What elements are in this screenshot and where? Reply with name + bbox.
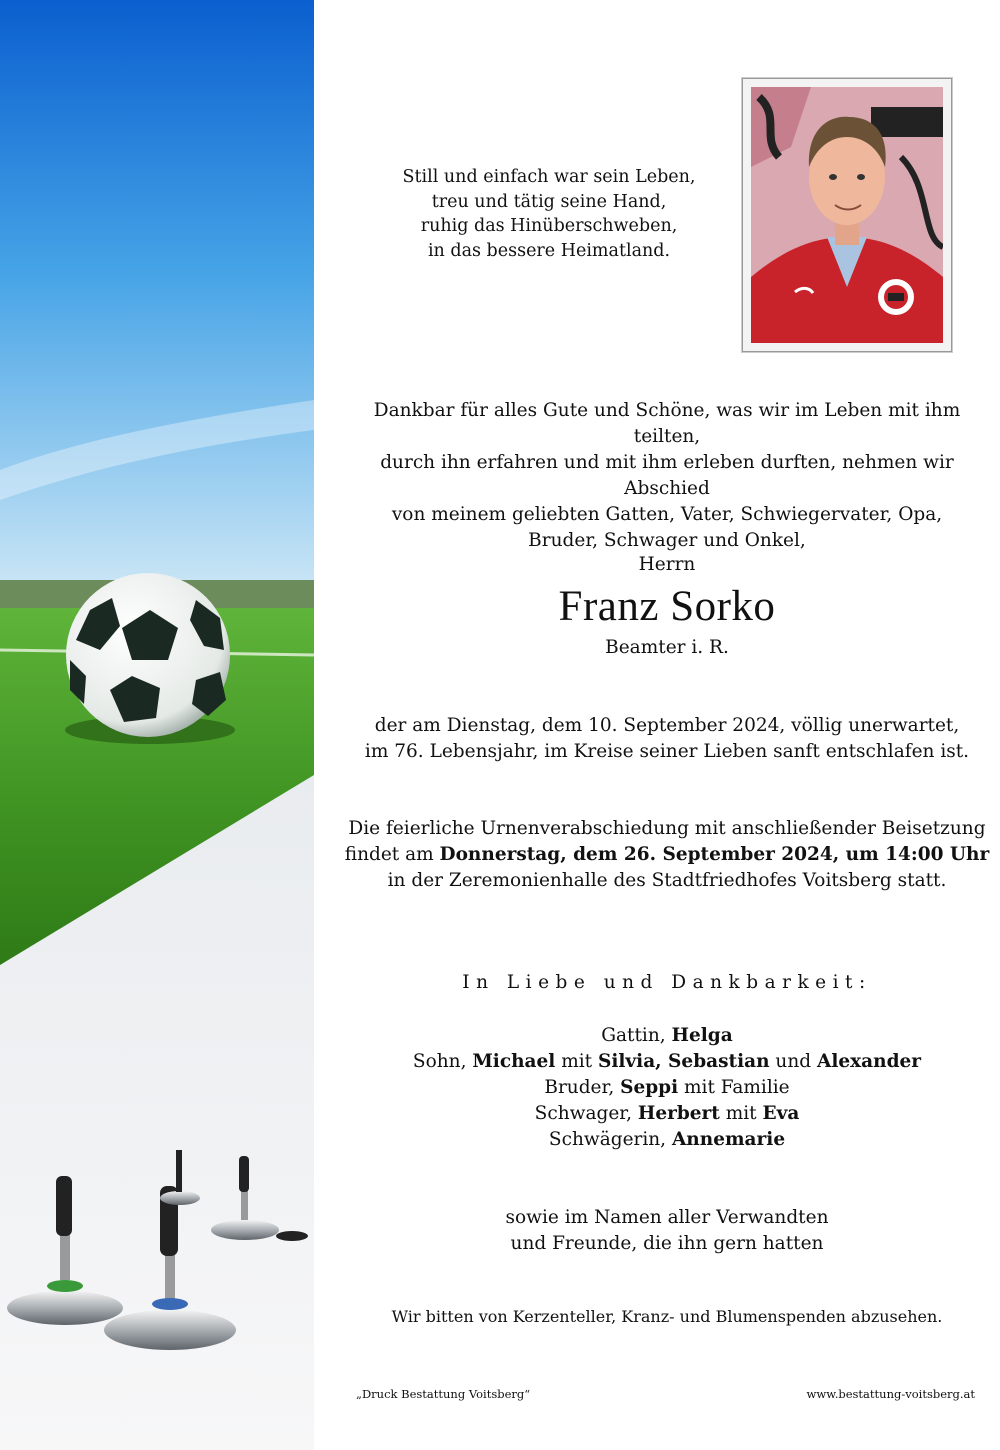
- family-member-name: Annemarie: [671, 1129, 786, 1150]
- death-notice: [344, 713, 990, 765]
- footer-website[interactable]: www.bestattung-voitsberg.at: [806, 1387, 975, 1401]
- relatives-text: [344, 1205, 990, 1257]
- family-member-name: Helga: [671, 1025, 733, 1046]
- family-member-name: Herbert: [637, 1103, 720, 1124]
- family-member-name: Silvia, Sebastian: [598, 1051, 770, 1072]
- ceremony-line: in der Zeremonienhalle des Stadtfriedhofes Voitsberg statt.: [387, 870, 947, 891]
- family-list: [344, 1023, 990, 1153]
- closing-phrase: In Liebe und Dankbarkeit:: [462, 972, 872, 993]
- intro-text: [344, 398, 990, 554]
- intro-line: Bruder, Schwager und Onkel,: [528, 530, 806, 551]
- family-line: [344, 1049, 990, 1075]
- relatives-line: und Freunde, die ihn gern hatten: [510, 1233, 824, 1254]
- family-relation-text: Bruder,: [544, 1077, 621, 1098]
- ceremony-line: [344, 842, 990, 868]
- intro-line: von meinem geliebten Gatten, Vater, Schwiegervater, Opa,: [391, 504, 943, 525]
- death-line: im 76. Lebensjahr, im Kreise seiner Lieben sanft entschlafen ist.: [364, 741, 970, 762]
- family-member-name: Alexander: [816, 1051, 922, 1072]
- decorative-side-panel: [0, 0, 314, 1450]
- family-line: [344, 1127, 990, 1153]
- ceremony-prefix: findet am: [344, 844, 440, 865]
- family-member-name: Michael: [472, 1051, 556, 1072]
- family-relation-text: mit: [719, 1103, 763, 1124]
- intro-line: durch ihn erfahren und mit ihm erleben durften, nehmen wir Abschied: [380, 452, 954, 499]
- family-relation-text: Gattin,: [601, 1025, 672, 1046]
- family-relation-text: mit: [555, 1051, 598, 1072]
- family-relation-text: Schwager,: [534, 1103, 638, 1124]
- family-relation-text: Schwägerin,: [548, 1129, 672, 1150]
- memorial-poem: [369, 165, 729, 263]
- ceremony-info: [344, 816, 990, 894]
- family-member-name: Seppi: [620, 1077, 679, 1098]
- deceased-title: Beamter i. R.: [605, 637, 729, 658]
- family-relation-text: Sohn,: [412, 1051, 473, 1072]
- relatives-line: sowie im Namen aller Verwandten: [505, 1207, 829, 1228]
- sports-background-image: [0, 0, 314, 1450]
- poem-line: Still und einfach war sein Leben,: [402, 167, 696, 187]
- portrait-photo: [742, 78, 952, 352]
- family-line: [344, 1023, 990, 1049]
- family-line: [344, 1075, 990, 1101]
- family-relation-text: und: [769, 1051, 817, 1072]
- poem-line: treu und tätig seine Hand,: [431, 191, 667, 212]
- poem-line: ruhig das Hinüberschweben,: [420, 216, 678, 236]
- intro-line: Dankbar für alles Gute und Schöne, was wir im Leben mit ihm teilten,: [373, 400, 961, 447]
- death-line: der am Dienstag, dem 10. September 2024, völlig unerwartet,: [374, 715, 960, 736]
- ceremony-line: Die feierliche Urnenverabschiedung mit anschließender Beisetzung: [348, 818, 986, 839]
- family-line: [344, 1101, 990, 1127]
- deceased-name: Franz Sorko: [558, 583, 776, 630]
- salutation: Herrn: [638, 554, 696, 575]
- family-relation-text: mit Familie: [678, 1077, 790, 1098]
- footer-printer: „Druck Bestattung Voitsberg“: [356, 1387, 531, 1401]
- family-member-name: Eva: [762, 1103, 800, 1124]
- flower-request: Wir bitten von Kerzenteller, Kranz- und Blumenspenden abzusehen.: [391, 1307, 943, 1326]
- poem-line: in das bessere Heimatland.: [427, 240, 671, 261]
- portrait-image: [751, 87, 943, 343]
- obituary-main: [314, 0, 1000, 1450]
- ceremony-datetime: Donnerstag, dem 26. September 2024, um 14:00 Uhr: [439, 844, 990, 865]
